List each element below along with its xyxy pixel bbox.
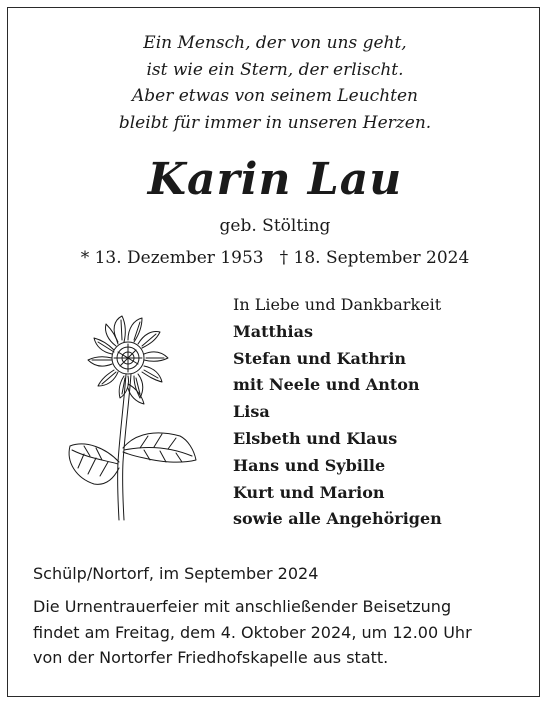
family-member: Elsbeth und Klaus xyxy=(233,428,398,448)
poem-line: Aber etwas von seinem Leuchten xyxy=(131,86,418,106)
family-member: Stefan und Kathrin xyxy=(233,348,407,368)
birth-date: * 13. Dezember 1953 xyxy=(80,248,264,268)
deceased-name: Karin Lau xyxy=(147,154,403,205)
family-member: Kurt und Marion xyxy=(233,482,385,502)
family-intro: In Liebe und Dankbarkeit xyxy=(233,295,442,314)
family-member: Lisa xyxy=(233,402,270,422)
poem xyxy=(0,30,550,136)
sunflower-illustration-icon xyxy=(56,312,206,522)
notice-line: Die Urnentrauerfeier mit anschließender Beisetzung xyxy=(33,597,452,616)
death-date: † 18. September 2024 xyxy=(279,248,470,268)
born-name: geb. Stölting xyxy=(219,216,331,236)
poem-line: bleibt für immer in unseren Herzen. xyxy=(118,112,432,133)
notice-line: von der Nortorfer Friedhofskapelle aus statt. xyxy=(33,648,389,667)
family-member: Hans und Sybille xyxy=(233,455,386,475)
notice-line: findet am Freitag, dem 4. Oktober 2024, um 12.00 Uhr xyxy=(33,622,472,642)
family-member: Matthias xyxy=(233,321,313,341)
family-member: mit Neele und Anton xyxy=(233,375,420,395)
poem-line: ist wie ein Stern, der erlischt. xyxy=(146,59,404,80)
funeral-notice xyxy=(33,594,523,671)
life-dates xyxy=(0,246,550,270)
place-and-date: Schülp/Nortorf, im September 2024 xyxy=(33,564,319,583)
family-list xyxy=(233,292,533,533)
family-member: sowie alle Angehörigen xyxy=(233,509,442,529)
poem-line: Ein Mensch, der von uns geht, xyxy=(143,33,407,53)
